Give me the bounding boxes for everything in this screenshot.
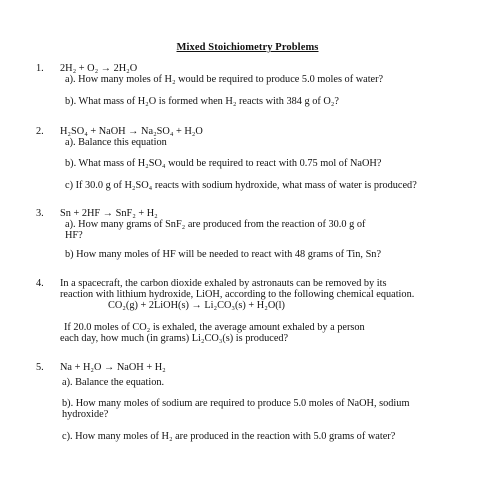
problem-3-part-a-cont: HF? bbox=[65, 230, 83, 241]
problem-5-part-c: c). How many moles of H₂ are produced in the reaction with 5.0 grams of water? bbox=[62, 431, 396, 442]
problem-1-equation: 2H₂ + O₂ → 2H₂O bbox=[60, 63, 138, 74]
problem-1-part-a: a). How many moles of H₂ would be required to produce 5.0 moles of water? bbox=[65, 74, 384, 85]
problem-4-equation: CO₂(g) + 2LiOH(s) → Li₂CO₃(s) + H₂O(l) bbox=[108, 300, 285, 311]
worksheet-title: Mixed Stoichiometry Problems bbox=[176, 42, 319, 53]
problem-5-number: 5. bbox=[36, 362, 44, 373]
problem-5-part-b-cont: hydroxide? bbox=[62, 409, 109, 420]
problem-1-number: 1. bbox=[36, 63, 44, 74]
problem-2-number: 2. bbox=[36, 126, 44, 137]
problem-2-part-a: a). Balance this equation bbox=[65, 137, 167, 148]
problem-2-part-b: b). What mass of H₂SO₄ would be required to react with 0.75 mol of NaOH? bbox=[65, 158, 382, 169]
problem-4-number: 4. bbox=[36, 278, 44, 289]
problem-3-number: 3. bbox=[36, 208, 44, 219]
problem-5-part-b: b). How many moles of sodium are required to produce 5.0 moles of NaOH, sodium bbox=[62, 398, 410, 409]
problem-3-equation: Sn + 2HF → SnF₂ + H₂ bbox=[60, 208, 158, 219]
problem-3-part-a: a). How many grams of SnF₂ are produced from the reaction of 30.0 g of bbox=[65, 219, 366, 230]
problem-2-equation: H₂SO₄ + NaOH → Na₂SO₄ + H₂O bbox=[60, 126, 203, 137]
problem-3-part-b: b) How many moles of HF will be needed to react with 48 grams of Tin, Sn? bbox=[65, 249, 382, 260]
problem-5-part-a: a). Balance the equation. bbox=[62, 377, 165, 388]
problem-4-question-1: If 20.0 moles of CO₂ is exhaled, the average amount exhaled by a person bbox=[64, 322, 365, 333]
problem-2-part-c: c) If 30.0 g of H₂SO₄ reacts with sodium hydroxide, what mass of water is produced? bbox=[65, 180, 417, 191]
problem-4-question-2: each day, how much (in grams) Li₂CO₃(s) is produced? bbox=[60, 333, 289, 344]
problem-5-equation: Na + H₂O → NaOH + H₂ bbox=[60, 362, 166, 373]
problem-1-part-b: b). What mass of H₂O is formed when H₂ reacts with 384 g of O₂? bbox=[65, 96, 339, 107]
problem-4-text-1: In a spacecraft, the carbon dioxide exhaled by astronauts can be removed by its bbox=[60, 278, 387, 289]
problem-4-text-2: reaction with lithium hydroxide, LiOH, according to the following chemical equation. bbox=[60, 289, 415, 300]
